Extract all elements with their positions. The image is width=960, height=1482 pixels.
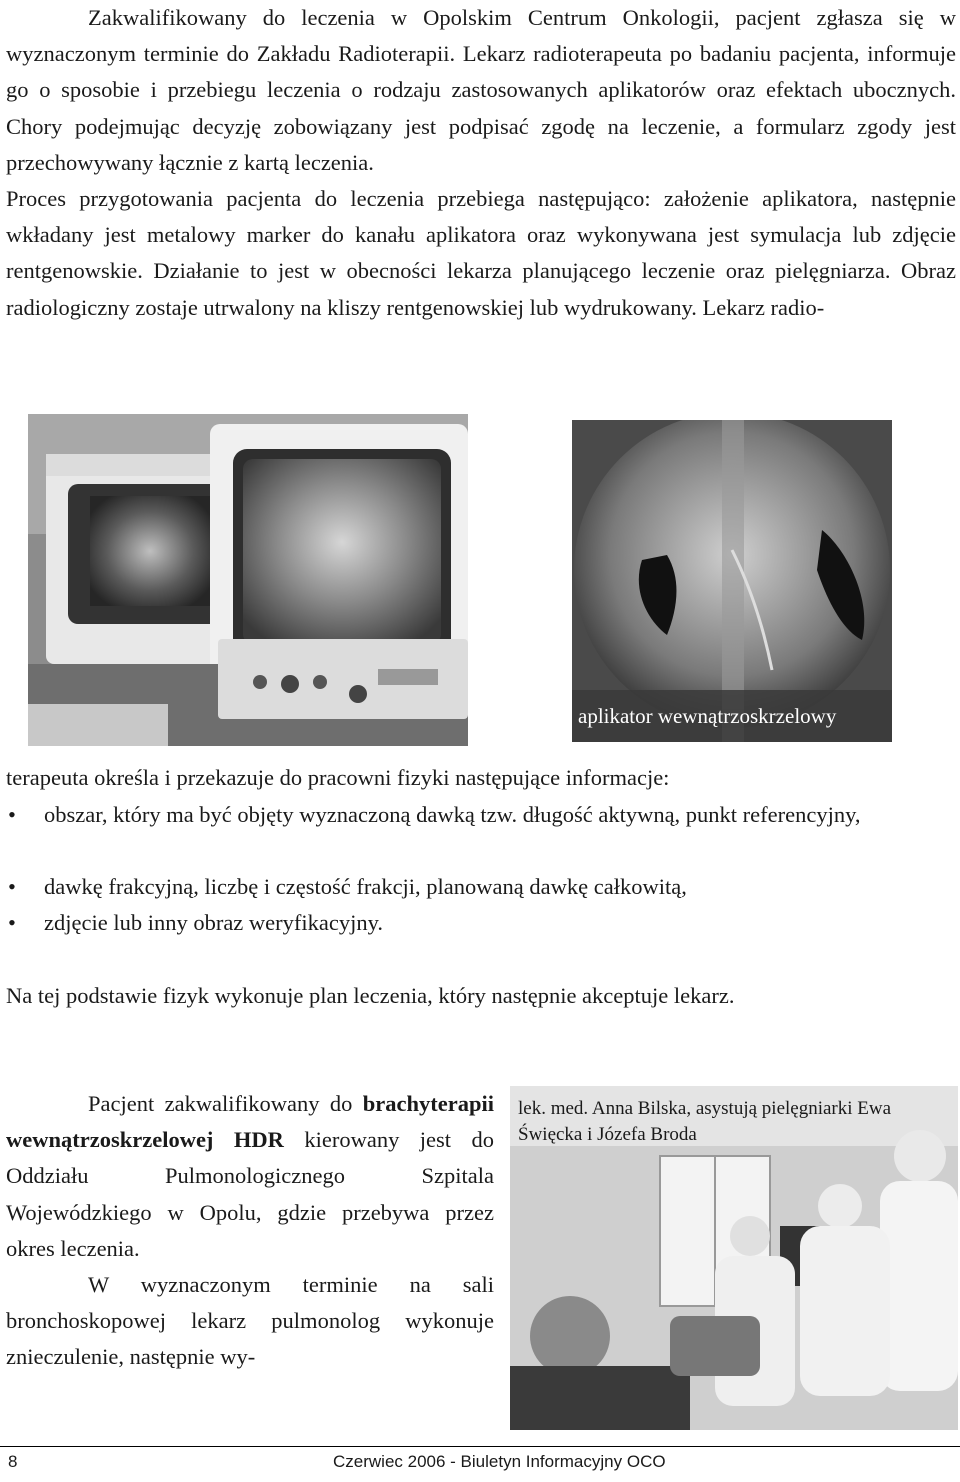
bullet-symbol: •: [8, 910, 16, 935]
bullet-text: dawkę frakcyjną, liczbę i częstość frakcji, planowaną dawkę całkowitą,: [44, 874, 687, 899]
lower-p1-bold: brachyterapii wewnątrzoskrzelowej HDR: [6, 1091, 494, 1153]
publication-title: Czerwiec 2006 - Biuletyn Informacyjny OCO: [333, 1452, 666, 1471]
xray-photo: [572, 420, 892, 742]
bullet-text: obszar, który ma być objęty wyznaczoną dawką tzw. długość aktywną, punkt referencyjny,: [44, 802, 861, 827]
footer-rule: [0, 1446, 960, 1447]
lower-paragraph-2: W wyznaczonym terminie na sali bronchoskopowej lekarz pulmonolog wykonuje znieczulenie, następnie wy-: [6, 1272, 494, 1370]
physics-paragraph: Na tej podstawie fizyk wykonuje plan leczenia, który następnie akceptuje lekarz.: [6, 983, 735, 1008]
lower-paragraph-1: [6, 1086, 494, 1267]
intro-section: [6, 0, 956, 326]
monitors-photo: [28, 414, 468, 746]
intro-paragraph-1: Zakwalifikowany do leczenia w Opolskim Centrum Onkologii, pacjent zgłasza się w wyznaczonym terminie do Zakładu Radioterapii. Lekarz radioterapeuta po badaniu pacjenta, informuje go o sposobie i przebiegu leczenia o rodzaju zastosowanych aplikatorów oraz efektach ubocznych. Chory podejmując decyzję zobowiązany jest podpisać zgodę na leczenie, a formularz zgody jest przechowywany łącznie z kartą leczenia.: [6, 5, 956, 175]
page-number: 8: [8, 1452, 18, 1471]
lower-p1-before: Pacjent zakwalifikowany do: [88, 1091, 363, 1116]
xray-image: [572, 420, 892, 742]
intro-paragraph-2: Proces przygotowania pacjenta do leczenia przebiega następująco: założenie aplikatora, następnie wkładany jest metalowy marker do kanału aplikatora oraz wykonywana jest symulacja lub zdjęcie rentgenowskie. Działanie to jest w obecności lekarza planującego leczenie oraz pielęgniarza. Obraz radiologiczny zostaje utrwalony na kliszy rentgenowskiej lub wydrukowany. Lekarz radio-: [6, 186, 956, 320]
bullet-item: [6, 869, 956, 905]
procedure-photo: [510, 1086, 958, 1430]
lower-column: [6, 1086, 494, 1376]
bullet-item: [6, 905, 956, 941]
lower-p1-after: kierowany jest do Oddziału Pulmonologicznego Szpitala Wojewódzkiego w Opolu, gdzie przebywa przez okres leczenia.: [6, 1127, 494, 1261]
continuation-line: terapeuta określa i przekazuje do pracowni fizyki następujące informacje:: [6, 765, 670, 790]
photo-caption: lek. med. Anna Bilska, asystują pielęgniarki Ewa Święcka i Józefa Broda: [518, 1098, 892, 1145]
bullet-symbol: •: [8, 874, 16, 899]
bullet-text: zdjęcie lub inny obraz weryfikacyjny.: [44, 910, 384, 935]
monitors-image: [28, 414, 468, 746]
xray-caption: aplikator wewnątrzoskrzelowy: [578, 704, 837, 728]
bullet-symbol: •: [8, 802, 16, 827]
bullet-item: [6, 797, 956, 833]
